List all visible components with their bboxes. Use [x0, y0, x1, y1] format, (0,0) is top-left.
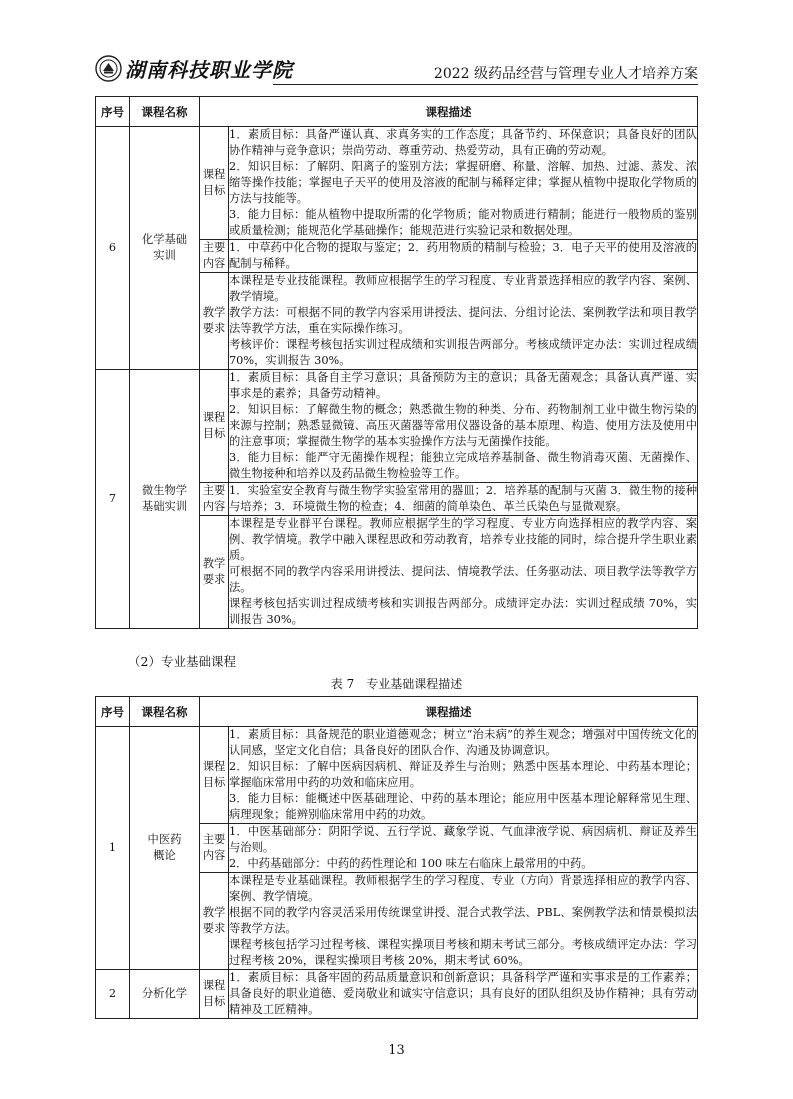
section-label-line: 要求 [202, 922, 226, 935]
description-paragraph: 课程考核包括实训过程成绩考核和实训报告两部分。成绩评定办法：实训过程成绩 70%，实训报告 30%。 [229, 597, 697, 626]
table-header-row [96, 697, 698, 727]
table-row [96, 370, 698, 483]
section-label-line: 要求 [202, 322, 226, 335]
course-description [229, 240, 698, 273]
section-label [200, 516, 229, 629]
section-label [200, 824, 229, 873]
description-paragraph: 1．中医基础部分：阴阳学说、五行学说、藏象学说、气血津液学说、病因病机、辩证及养生与治则。 [229, 825, 697, 854]
table-row [96, 127, 698, 240]
header-desc: 课程描述 [200, 97, 698, 127]
course-name [130, 127, 200, 370]
header-num: 序号 [96, 697, 130, 727]
school-logo-text: 湖南科技职业学院 [125, 58, 293, 82]
description-paragraph: 3．能力目标：能概述中医基础理论、中药的基本理论；能应用中医基本理论解释常见生理、病理现象；能辨别临床常用中药的功效。 [229, 792, 697, 821]
section-label [200, 370, 229, 483]
course-name-line: 基础实训 [141, 500, 188, 513]
section-label-line: 内容 [202, 849, 226, 862]
course-name [130, 970, 200, 1019]
description-paragraph: 课程考核包括学习过程考核、课程实操项目考核和期末考试三部分。考核成绩评定办法：学习过程考核 20%，课程实操项目考核 20%，期末考试 60%。 [229, 938, 697, 967]
section-label-line: 目标 [202, 995, 226, 1008]
course-description [229, 516, 698, 629]
course-name [130, 727, 200, 970]
table-row [96, 727, 698, 824]
section-label [200, 873, 229, 970]
description-paragraph: 2．知识目标：了解阴、阳离子的鉴别方法；掌握研磨、称量、溶解、加热、过滤、蒸发、浓缩等操作技能；掌握电子天平的使用及溶液的配制与稀释定律；掌握从植物中提取化学物质的方法与技能等。 [229, 160, 697, 205]
description-paragraph: 3．能力目标：能严守无菌操作规程；能独立完成培养基制备、微生物消毒灭菌、无菌操作、微生物接种和培养以及药品微生物检验等工作。 [229, 451, 697, 480]
description-paragraph: 考核评价：课程考核包括实训过程成绩和实训报告两部分。考核成绩评定办法：实训过程成绩 70%，实训报告 30%。 [229, 338, 697, 367]
course-table-practical [95, 96, 698, 629]
section-label-line: 内容 [202, 500, 226, 513]
header-num: 序号 [96, 97, 130, 127]
description-paragraph: 教学方法：可根据不同的教学内容采用讲授法、提问法、分组讨论法、案例教学法和项目教学法等教学方法，重在实际操作练习。 [229, 306, 697, 335]
description-paragraph: 2．中药基础部分：中药的药性理论和 100 味左右临床上最常用的中药。 [229, 857, 593, 870]
document-title: 2022 级药品经营与管理专业人才培养方案 [433, 66, 698, 82]
description-paragraph: 3．能力目标：能从植物中提取所需的化学物质；能对物质进行精制；能进行一般物质的鉴别或质量检测；能规范化学基础操作；能规范进行实验记录和数据处理。 [229, 208, 697, 237]
description-paragraph: 本课程是专业群平台课程。教师应根据学生的学习程度、专业方向选择相应的教学内容、案例、教学情境。教学中融入课程思政和劳动教育，培养专业技能的同时，综合提升学生职业素质。 [229, 517, 697, 562]
course-description [229, 483, 698, 516]
section-label-line: 目标 [202, 427, 226, 440]
description-paragraph: 2．知识目标：了解中医病因病机、辩证及养生与治则；熟悉中医基本理论、中药基本理论；掌握临床常用中药的功效和临床应用。 [229, 760, 697, 789]
header-name: 课程名称 [130, 97, 200, 127]
course-name-line: 化学基础 [141, 233, 188, 246]
section-label [200, 483, 229, 516]
header-desc: 课程描述 [200, 697, 698, 727]
course-number: 2 [96, 970, 130, 1019]
course-name-line: 分析化学 [141, 987, 188, 1000]
description-paragraph: 本课程是专业技能课程。教师应根据学生的学习程度、专业背景选择相应的教学内容、案例、教学情境。 [229, 274, 697, 303]
course-description [229, 824, 698, 873]
section-label-line: 目标 [202, 776, 226, 789]
description-paragraph: 1．素质目标：具备严谨认真、求真务实的工作态度；具备节约、环保意识；具备良好的团队协作精神与竞争意识；崇尚劳动、尊重劳动、热爱劳动，具有正确的劳动观。 [229, 128, 697, 157]
table-caption: 表 7 专业基础课程描述 [330, 677, 463, 691]
course-description [229, 127, 698, 240]
section-label-line: 教学 [202, 306, 226, 319]
section-label-line: 要求 [202, 573, 226, 586]
course-name-line: 实训 [153, 249, 176, 262]
course-description [229, 370, 698, 483]
description-paragraph: 本课程是专业基础课程。教师根据学生的学习程度、专业（方向）背景选择相应的教学内容、案例、教学情境。 [229, 874, 697, 903]
section-label-line: 主要 [202, 833, 226, 846]
table-header-row [96, 97, 698, 127]
description-paragraph: 1．素质目标：具备牢固的药品质量意识和创新意识；具备科学严谨和实事求是的工作素养；具备良好的职业道德、爱岗敬业和诚实守信意识；具有良好的团队组织及协作精神；具有劳动精神及工匠精神。 [229, 971, 697, 1016]
description-paragraph: 1．中草药中化合物的提取与鉴定；2．药用物质的精制与检验；3．电子天平的使用及溶液的配制与稀释。 [229, 241, 697, 270]
section-label-line: 课程 [202, 168, 226, 181]
course-number: 1 [96, 727, 130, 970]
course-name-line: 中医药 [147, 833, 182, 846]
description-paragraph: 可根据不同的教学内容采用讲授法、提问法、情境教学法、任务驱动法、项目教学法等教学方法。 [229, 565, 697, 594]
page-header [95, 53, 698, 89]
section-label-line: 目标 [202, 184, 226, 197]
section-label [200, 970, 229, 1019]
section-label-line: 主要 [202, 484, 226, 497]
page-number: 13 [388, 1043, 405, 1058]
school-seal-icon [95, 55, 122, 82]
section-label-line: 内容 [202, 257, 226, 270]
course-description [229, 727, 698, 824]
table-row [96, 970, 698, 1019]
section-label-line: 课程 [202, 411, 226, 424]
course-name-line: 概论 [153, 849, 176, 862]
description-paragraph: 根据不同的教学内容灵活采用传统课堂讲授、混合式教学法、PBL、案例教学法和情景模拟法等教学方法。 [229, 906, 697, 935]
section-label-line: 课程 [202, 979, 226, 992]
description-paragraph: 1．实验室安全教育与微生物学实验室常用的器皿；2．培养基的配制与灭菌 3．微生物的接种与培养；3．环境微生物的检查；4．细菌的简单染色、革兰氏染色与显微观察。 [229, 484, 697, 513]
course-description [229, 970, 698, 1019]
description-paragraph: 1．素质目标：具备自主学习意识；具备预防为主的意识；具备无菌观念；具备认真严谨、实事求是的素养；具备劳动精神。 [229, 371, 697, 400]
section-label-line: 教学 [202, 906, 226, 919]
course-description [229, 273, 698, 370]
course-description [229, 873, 698, 970]
section-label [200, 273, 229, 370]
course-number: 7 [96, 370, 130, 629]
header-divider [273, 84, 698, 85]
section-label [200, 127, 229, 240]
section-label-line: 课程 [202, 760, 226, 773]
header-name: 课程名称 [130, 697, 200, 727]
course-name-line: 微生物学 [141, 484, 188, 497]
course-number: 6 [96, 127, 130, 370]
section-label-line: 教学 [202, 557, 226, 570]
description-paragraph: 1．素质目标：具备规范的职业道德观念；树立“治未病”的养生观念；增强对中国传统文化的认同感，坚定文化自信；具备良好的团队合作、沟通及协调意识。 [229, 728, 697, 757]
section-label [200, 240, 229, 273]
section-label-line: 主要 [202, 241, 226, 254]
course-table-foundation [95, 696, 698, 1019]
section-heading: （2）专业基础课程 [128, 654, 236, 669]
section-label [200, 727, 229, 824]
description-paragraph: 2．知识目标：了解微生物的概念；熟悉微生物的种类、分布、药物制剂工业中微生物污染的来源与控制；熟悉显微镜、高压灭菌器等常用仪器设备的基本原理、构造、使用方法及使用中的注意事项；掌握微生物学的基本实验操作方法与无菌操作技能。 [229, 403, 697, 448]
course-name [130, 370, 200, 629]
